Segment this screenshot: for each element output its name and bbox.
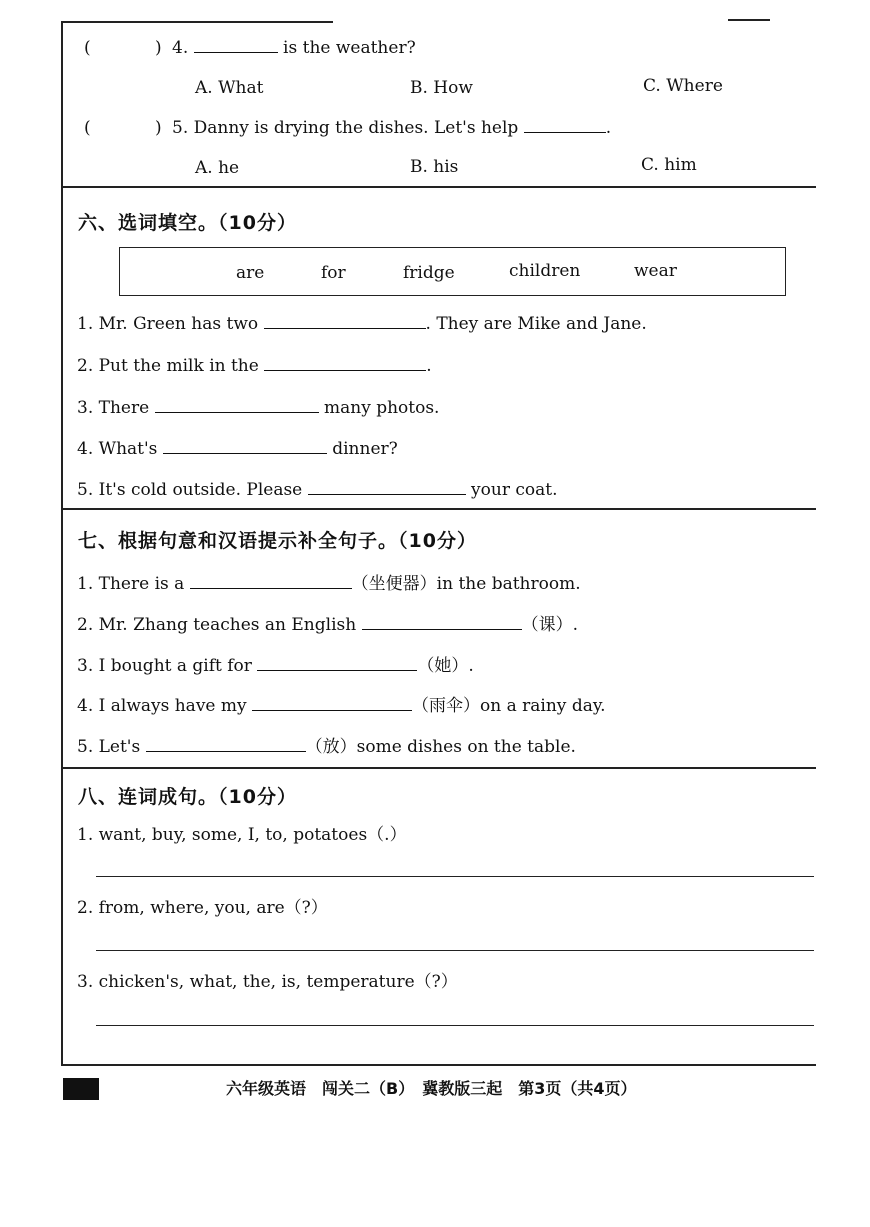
s6-item-3-pre: 3. There [77,398,150,418]
s7-item-3-hint: （她） [417,656,469,676]
s7-item-1-pre: 1. There is a [77,574,185,594]
s8-answer-line-3[interactable] [96,1025,814,1026]
s7-item-1-blank[interactable] [190,574,352,589]
word-bank-word-1: are [236,263,265,283]
question-5 [172,118,611,138]
q4-option-a[interactable]: A. What [195,78,264,98]
top-border [61,21,333,23]
s6-item-4-pre: 4. What's [77,439,158,459]
s6-item-5-blank[interactable] [308,480,466,495]
q4-text: is the weather? [283,38,416,58]
s7-item-2-hint: （课） [521,615,573,635]
s6-item-3 [77,398,439,418]
top-right-mark [728,19,770,21]
s6-item-5-pre: 5. It's cold outside. Please [77,480,303,500]
s7-item-3 [77,656,474,676]
s7-item-3-post: . [468,656,474,676]
word-bank-word-3: fridge [403,263,455,283]
s7-item-4-pre: 4. I always have my [77,696,247,716]
s6-item-5-post: your coat. [471,480,558,500]
s7-item-2 [77,615,578,635]
q5-blank[interactable] [524,118,606,133]
s8-item-2: 2. from, where, you, are（?） [77,898,328,918]
q4-paren-close: ) [155,38,162,58]
s6-item-4-blank[interactable] [163,439,327,454]
divider-7-8 [61,767,816,769]
s7-item-1-hint: （坐便器） [351,574,437,594]
s6-item-1-blank[interactable] [264,314,426,329]
s7-item-5-post: some dishes on the table. [356,737,576,757]
divider-6-7 [61,508,816,510]
s6-item-2-pre: 2. Put the milk in the [77,356,259,376]
s8-answer-line-1[interactable] [96,876,814,877]
s8-answer-line-2[interactable] [96,950,814,951]
q5-option-c[interactable]: C. him [641,155,697,175]
section6-title: 六、选词填空。（10分） [78,212,297,234]
s8-item-1: 1. want, buy, some, I, to, potatoes（.） [77,825,407,845]
q4-blank[interactable] [194,38,278,53]
bottom-border [61,1064,816,1066]
s7-item-2-blank[interactable] [362,615,522,630]
section8-title: 八、连词成句。（10分） [78,786,297,808]
q5-option-a[interactable]: A. he [195,158,240,178]
s7-item-1-post: in the bathroom. [436,574,581,594]
s7-item-2-pre: 2. Mr. Zhang teaches an English [77,615,357,635]
s7-item-3-blank[interactable] [257,656,417,671]
s7-item-2-post: . [572,615,579,635]
section7-title: 七、根据句意和汉语提示补全句子。（10分） [78,530,477,552]
q5-option-b[interactable]: B. his [410,157,459,177]
q4-option-c[interactable]: C. Where [643,76,723,96]
s6-item-4-post: dinner? [332,439,398,459]
s7-item-5-pre: 5. Let's [77,737,141,757]
q5-paren-close: ) [155,118,162,138]
q4-option-b[interactable]: B. How [410,78,473,98]
s7-item-3-pre: 3. I bought a gift for [77,656,252,676]
divider-5-6 [61,186,816,188]
question-4 [172,38,416,58]
s7-item-5-hint: （放） [305,737,357,757]
s6-item-3-post: many photos. [323,398,440,418]
q5-text: Danny is drying the dishes. Let's help [193,118,519,138]
s6-item-2 [77,356,432,376]
q4-number: 4. [172,38,189,58]
page-footer: 六年级英语 闯关二（B） 冀教版三起 第3页（共4页） [226,1079,637,1098]
q5-paren-open: ( [84,118,91,138]
s6-item-3-blank[interactable] [155,398,319,413]
q5-number: 5. [172,118,189,138]
s6-item-2-post: . [426,356,432,376]
s7-item-4-hint: （雨伞） [412,696,481,716]
s7-item-4-post: on a rainy day. [480,696,606,716]
s7-item-5 [77,737,576,757]
s7-item-4-blank[interactable] [252,696,412,711]
s6-item-1-pre: 1. Mr. Green has two [77,314,259,334]
s6-item-2-blank[interactable] [264,356,426,371]
s8-item-3: 3. chicken's, what, the, is, temperature（?） [77,972,458,992]
s6-item-4 [77,439,398,459]
s7-item-4 [77,696,606,716]
word-bank-word-2: for [321,263,346,283]
s6-item-5 [77,480,558,500]
q5-end: . [605,118,612,138]
s6-item-1-post: . They are Mike and Jane. [425,314,647,334]
s7-item-1 [77,574,581,594]
q4-paren-open: ( [84,38,91,58]
page-marker-block [63,1078,99,1100]
s6-item-1 [77,314,647,334]
word-bank-word-4: children [509,261,581,281]
word-bank-word-5: wear [634,261,677,281]
s7-item-5-blank[interactable] [146,737,306,752]
left-border [61,22,63,1066]
